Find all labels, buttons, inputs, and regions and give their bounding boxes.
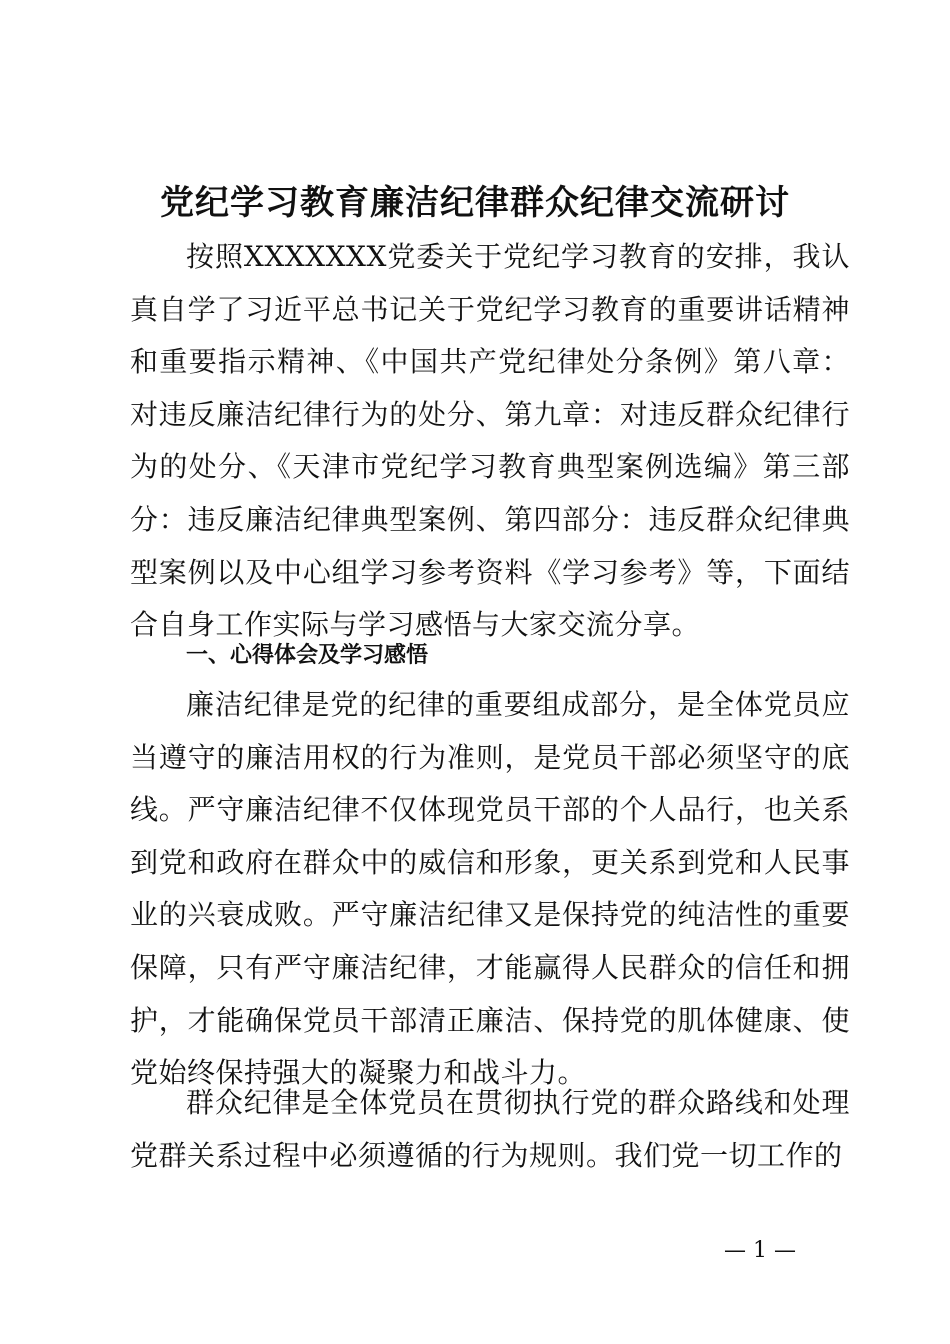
document-title: 党纪学习教育廉洁纪律群众纪律交流研讨 (160, 183, 790, 223)
page-number: — 1 — (724, 1238, 796, 1263)
paragraph-integrity-discipline: 廉洁纪律是党的纪律的重要组成部分，是全体党员应当遵守的廉洁用权的行为准则，是党员干部必须坚守的底线。严守廉洁纪律不仅体现党员干部的个人品行，也关系到党和政府在群众中的威信和形象，更关系到党和人民事业的兴衰成败。严守廉洁纪律又是保持党的纯洁性的重要保障，只有严守廉洁纪律，才能赢得人民群众的信任和拥护，才能确保党员干部清正廉洁、保持党的肌体健康、使党始终保持强大的凝聚力和战斗力。 (130, 688, 850, 1090)
paragraph-intro: 按照XXXXXXX党委关于党纪学习教育的安排，我认真自学了习近平总书记关于党纪学习教育的重要讲话精神和重要指示精神、《中国共产党纪律处分条例》第八章：对违反廉洁纪律行为的处分、第九章：对违反群众纪律行为的处分、《天津市党纪学习教育典型案例选编》第三部分：违反廉洁纪律典型案例、第四部分：违反群众纪律典型案例以及中心组学习参考资料《学习参考》等，下面结合自身工作实际与学习感悟与大家交流分享。 (130, 240, 850, 642)
section-heading: 一、心得体会及学习感悟 (186, 643, 429, 668)
paragraph-mass-discipline: 群众纪律是全体党员在贯彻执行党的群众路线和处理党群关系过程中必须遵循的行为规则。我们党一切工作的 (130, 1086, 850, 1172)
